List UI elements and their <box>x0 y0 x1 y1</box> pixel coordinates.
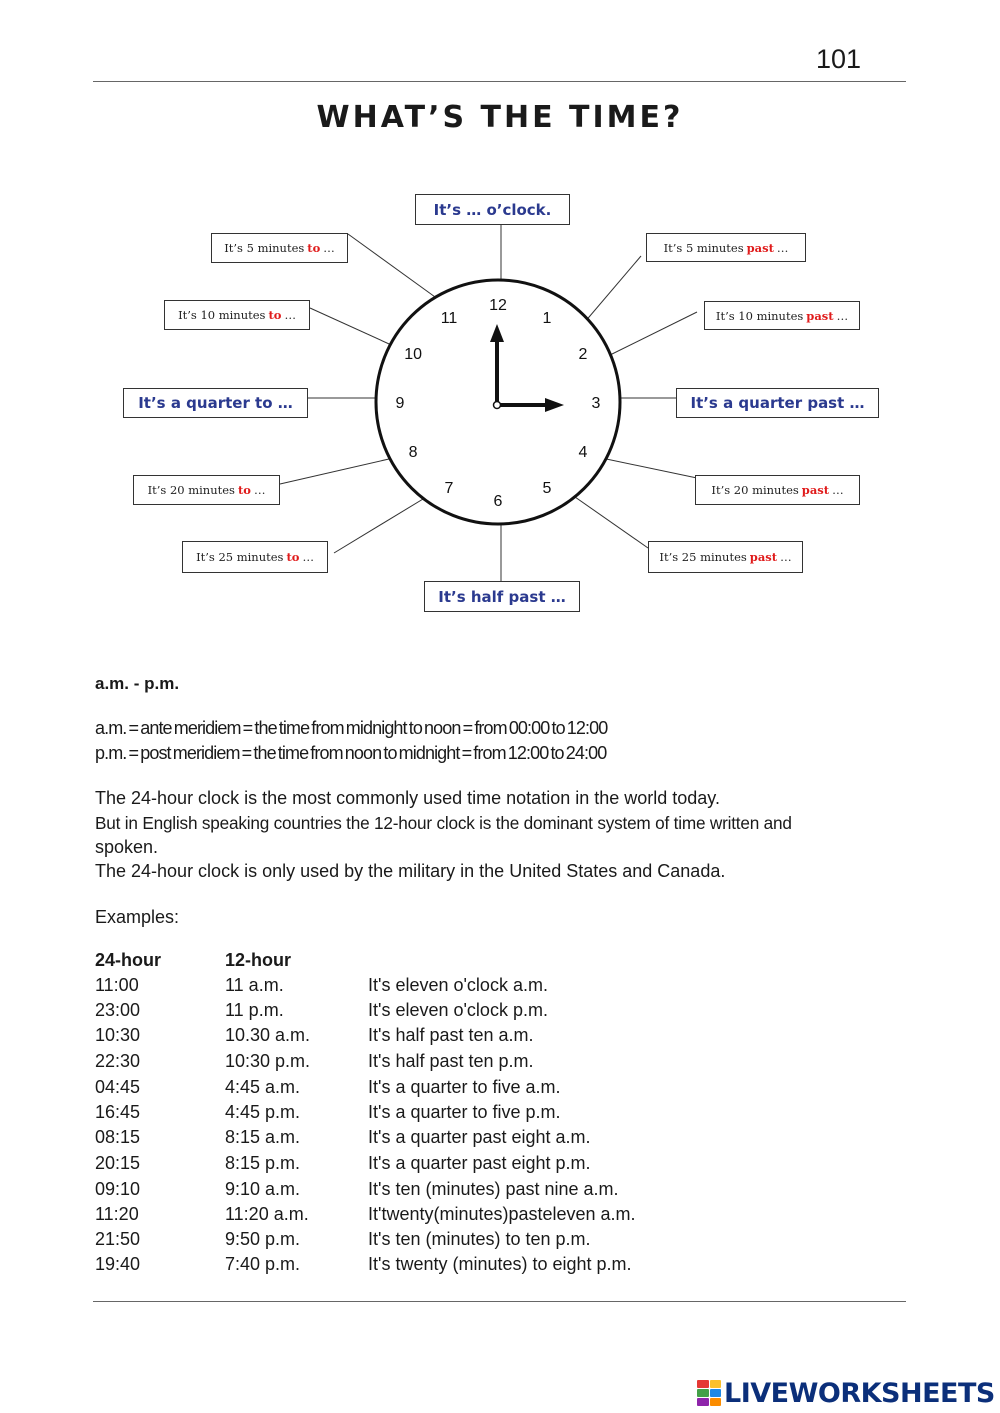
brand-name: LIVEWORKSHEETS <box>724 1377 995 1409</box>
label-past10 <box>704 301 860 330</box>
cell-phrase: It's twenty (minutes) to eight p.m. <box>368 1254 632 1274</box>
label-ellipsis: … <box>323 241 335 255</box>
clock-number: 12 <box>489 297 507 314</box>
ampm-heading: a.m. - p.m. <box>95 674 180 693</box>
logo-mark-icon <box>697 1380 721 1406</box>
label-to10 <box>164 300 310 330</box>
label-to5 <box>211 233 348 263</box>
cell-12-hour: 10.30 a.m. <box>225 1025 311 1045</box>
clock-number: 1 <box>542 310 552 328</box>
clock-center <box>494 402 501 409</box>
cell-24-hour: 16:45 <box>95 1102 141 1122</box>
label-oclock: It’s … o’clock. <box>415 194 570 225</box>
clock-number: 9 <box>395 395 405 412</box>
keyword-to: to <box>237 483 251 497</box>
connector-to10 <box>310 308 398 348</box>
label-quarter-past: It’s a quarter past … <box>676 388 879 418</box>
connector-past25 <box>565 490 648 548</box>
cell-12-hour: 11:20 a.m. <box>225 1204 309 1224</box>
cell-12-hour: 8:15 p.m. <box>225 1153 301 1173</box>
clock-number: 3 <box>591 395 601 412</box>
page-number: 101 <box>816 44 862 74</box>
label-past5 <box>646 233 806 262</box>
clock-number: 5 <box>542 479 552 497</box>
cell-24-hour: 08:15 <box>95 1127 141 1147</box>
cell-12-hour: 4:45 a.m. <box>225 1077 301 1097</box>
cell-24-hour: 11:00 <box>95 975 139 995</box>
pm-definition: p.m. = post meridiem = the time from noon to midnight = from 12:00 to 24:00 <box>95 743 607 763</box>
cell-phrase: It's a quarter past eight a.m. <box>368 1127 591 1147</box>
cell-phrase: It's ten (minutes) to ten p.m. <box>368 1229 591 1249</box>
clock-number: 7 <box>444 479 454 497</box>
keyword-to: to <box>286 550 300 564</box>
keyword-past: past <box>801 483 830 497</box>
header-24-hour: 24-hour <box>95 950 162 970</box>
cell-12-hour: 8:15 a.m. <box>225 1127 301 1147</box>
paragraph-line: spoken. <box>95 837 159 857</box>
label-text: It’s 10 minutes <box>715 308 804 323</box>
cell-24-hour: 11:20 <box>95 1204 139 1224</box>
cell-phrase: It's eleven o'clock a.m. <box>368 975 548 995</box>
label-ellipsis: … <box>836 308 849 323</box>
cell-phrase: It's eleven o'clock p.m. <box>368 1000 548 1020</box>
paragraph-line: But in English speaking countries the 12-hour clock is the dominant system of time written and <box>95 813 792 833</box>
keyword-to: to <box>268 308 282 322</box>
clock-number: 2 <box>578 346 588 363</box>
cell-phrase: It's half past ten a.m. <box>368 1025 534 1045</box>
keyword-past: past <box>746 240 774 255</box>
top-divider <box>93 81 906 82</box>
clock-number: 10 <box>404 346 422 363</box>
label-ellipsis: … <box>832 483 844 497</box>
connector-to25 <box>334 496 428 553</box>
label-ellipsis: … <box>302 550 314 564</box>
label-text: It’s 25 minutes <box>196 550 284 564</box>
cell-phrase: It'twenty(minutes)pasteleven a.m. <box>368 1204 636 1224</box>
label-past20 <box>695 475 860 505</box>
cell-24-hour: 19:40 <box>95 1254 141 1274</box>
cell-24-hour: 21:50 <box>95 1229 141 1249</box>
label-text: It’s 20 minutes <box>711 483 799 497</box>
connector-to20 <box>280 456 402 484</box>
cell-24-hour: 10:30 <box>95 1025 141 1045</box>
connector-past10 <box>608 312 697 356</box>
label-ellipsis: … <box>780 550 792 564</box>
label-text: It’s 20 minutes <box>147 483 235 497</box>
cell-24-hour: 23:00 <box>95 1000 141 1020</box>
cell-24-hour: 09:10 <box>95 1179 141 1199</box>
clock-number: 8 <box>408 444 418 461</box>
cell-12-hour: 7:40 p.m. <box>225 1254 301 1274</box>
liveworksheets-logo <box>697 1378 995 1408</box>
label-half-past: It’s half past … <box>424 581 580 612</box>
label-ellipsis: … <box>284 308 296 322</box>
cell-12-hour: 9:50 p.m. <box>225 1229 301 1249</box>
keyword-past: past <box>749 550 778 564</box>
paragraph-line: The 24-hour clock is only used by the military in the United States and Canada. <box>95 861 726 881</box>
cell-12-hour: 11 p.m. <box>225 1000 284 1020</box>
cell-phrase: It's a quarter past eight p.m. <box>368 1153 591 1173</box>
cell-24-hour: 04:45 <box>95 1077 141 1097</box>
page-title: WHAT’S THE TIME? <box>316 100 684 135</box>
examples-label: Examples: <box>95 907 180 927</box>
cell-24-hour: 22:30 <box>95 1051 141 1071</box>
label-text: It’s 25 minutes <box>659 550 747 564</box>
keyword-to: to <box>307 241 321 255</box>
connector-past20 <box>592 456 697 478</box>
label-text: It’s 5 minutes <box>224 241 305 255</box>
label-ellipsis: … <box>253 483 266 497</box>
clock-number: 4 <box>578 444 588 461</box>
label-to20 <box>133 475 280 505</box>
cell-12-hour: 9:10 a.m. <box>225 1179 301 1199</box>
connector-to5 <box>348 234 442 302</box>
header-12-hour: 12-hour <box>225 950 292 970</box>
cell-phrase: It's a quarter to five a.m. <box>368 1077 561 1097</box>
label-to25 <box>182 541 328 573</box>
cell-12-hour: 4:45 p.m. <box>225 1102 301 1122</box>
cell-phrase: It's a quarter to five p.m. <box>368 1102 561 1122</box>
clock-number: 11 <box>440 310 458 328</box>
cell-12-hour: 10:30 p.m. <box>225 1051 311 1071</box>
cell-phrase: It's ten (minutes) past nine a.m. <box>368 1179 619 1199</box>
keyword-past: past <box>806 308 834 323</box>
am-definition: a.m. = ante meridiem = the time from midnight to noon = from 00:00 to 12:00 <box>95 718 608 738</box>
cell-phrase: It's half past ten p.m. <box>368 1051 534 1071</box>
paragraph-line: The 24-hour clock is the most commonly used time notation in the world today. <box>95 788 720 808</box>
bottom-divider <box>93 1301 906 1302</box>
label-past25 <box>648 541 803 573</box>
cell-24-hour: 20:15 <box>95 1153 141 1173</box>
label-quarter-to: It’s a quarter to … <box>123 388 308 418</box>
label-text: It’s 10 minutes <box>178 308 266 322</box>
clock-number: 6 <box>493 493 503 510</box>
cell-12-hour: 11 a.m. <box>225 975 284 995</box>
label-ellipsis: … <box>776 240 789 255</box>
label-text: It’s 5 minutes <box>663 240 744 255</box>
